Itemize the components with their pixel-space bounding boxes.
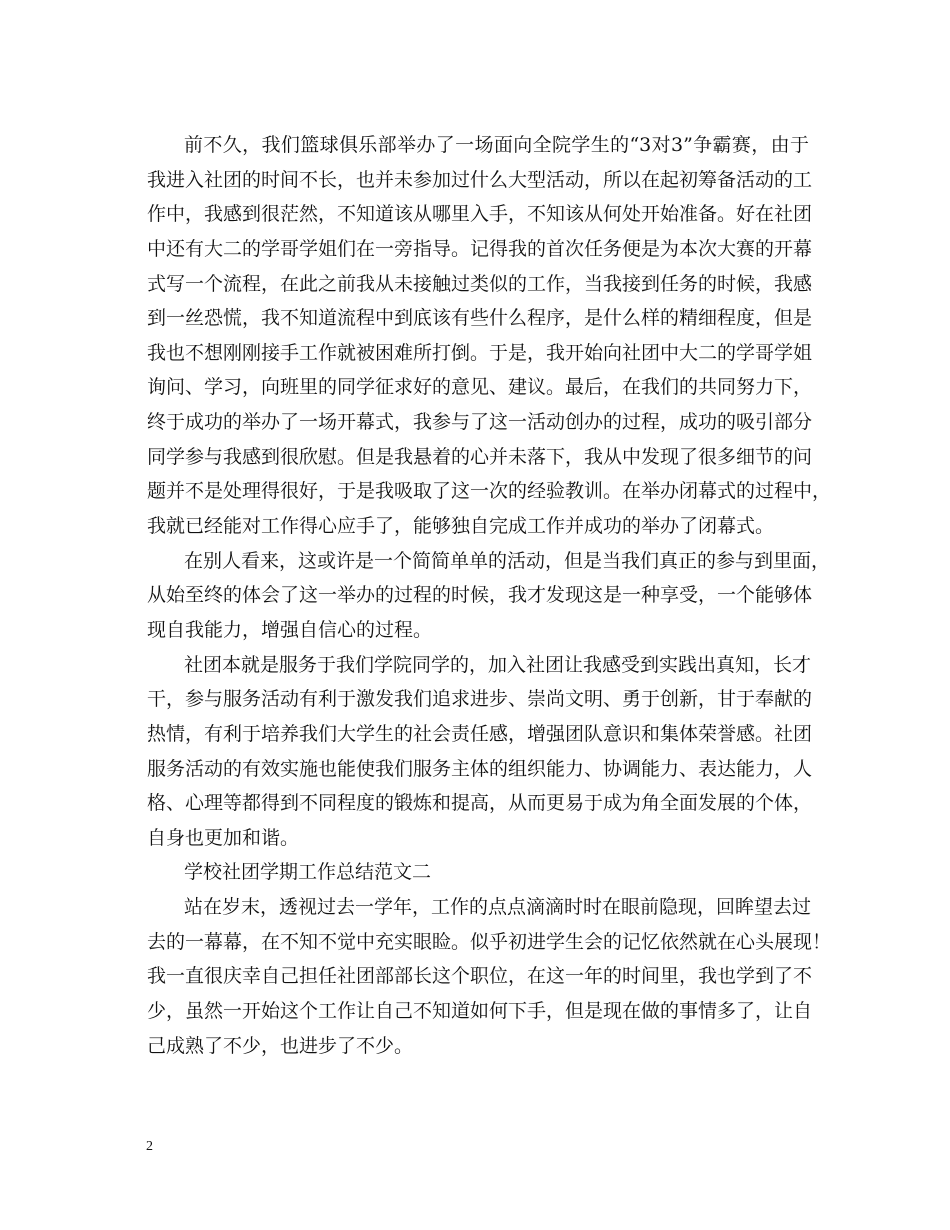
paragraph-line: 服务活动的有效实施也能使我们服务主体的组织能力、协调能力、表达能力，人 (147, 757, 813, 780)
section-heading: 学校社团学期工作总结范文二 (184, 861, 432, 884)
paragraph-line: 中还有大二的学哥学姐们在一旁指导。记得我的首次任务便是为本次大赛的开幕 (147, 237, 813, 260)
paragraph-line: 干，参与服务活动有利于激发我们追求进步、崇尚文明、勇于创新，甘于奉献的 (147, 688, 813, 711)
paragraph-line: 站在岁末，透视过去一学年，工作的点点滴滴时时在眼前隐现，回眸望去过 (184, 896, 812, 919)
paragraph-line: 在别人看来，这或许是一个简简单单的活动，但是当我们真正的参与到里面， (184, 549, 831, 572)
paragraph-line: 少，虽然一开始这个工作让自己不知道如何下手，但是现在做的事情多了，让自 (147, 1000, 813, 1023)
paragraph-line: 我一直很庆幸自己担任社团部部长这个职位，在这一年的时间里，我也学到了不 (147, 965, 813, 988)
page-number: 2 (146, 1139, 153, 1154)
paragraph-line: 题并不是处理得很好，于是我吸取了这一次的经验教训。在举办闭幕式的过程中， (147, 480, 832, 503)
paragraph-line: 我也不想刚刚接手工作就被困难所打倒。于是，我开始向社团中大二的学哥学姐 (147, 341, 813, 364)
paragraph-line: 作中，我感到很茫然，不知道该从哪里入手，不知该从何处开始准备。好在社团 (147, 203, 813, 226)
paragraph-line: 从始至终的体会了这一举办的过程的时候，我才发现这是一种享受，一个能够体 (147, 584, 813, 607)
paragraph-line: 现自我能力，增强自信心的过程。 (147, 618, 433, 641)
paragraph-line: 己成熟了不少，也进步了不少。 (147, 1034, 414, 1057)
paragraph-line: 格、心理等都得到不同程度的锻炼和提高，从而更易于成为角全面发展的个体， (147, 792, 813, 815)
paragraph-line: 到一丝恐慌，我不知道流程中到底该有些什么程序，是什么样的精细程度，但是 (147, 307, 813, 330)
paragraph-line: 前不久，我们篮球俱乐部举办了一场面向全院学生的“3对3”争霸赛，由于 (184, 134, 809, 156)
paragraph-line: 社团本就是服务于我们学院同学的，加入社团让我感受到实践出真知，长才 (184, 653, 812, 676)
paragraph-line: 去的一幕幕，在不知不觉中充实眼睑。似乎初进学生会的记忆依然就在心头展现！ (147, 930, 832, 953)
paragraph-line: 同学参与我感到很欣慰。但是我悬着的心并未落下，我从中发现了很多细节的问 (147, 445, 813, 468)
paragraph-line: 我进入社团的时间不长，也并未参加过什么大型活动，所以在起初筹备活动的工 (147, 168, 813, 191)
paragraph-line: 热情，有利于培养我们大学生的社会责任感，增强团队意识和集体荣誉感。社团 (147, 722, 813, 745)
paragraph-line: 我就已经能对工作得心应手了，能够独自完成工作并成功的举办了闭幕式。 (147, 515, 775, 538)
paragraph-line: 式写一个流程，在此之前我从未接触过类似的工作，当我接到任务的时候，我感 (147, 272, 813, 295)
paragraph-line: 自身也更加和谐。 (147, 826, 300, 849)
document-body (147, 128, 832, 1063)
paragraph-line: 询问、学习，向班里的同学征求好的意见、建议。最后，在我们的共同努力下， (147, 376, 813, 399)
paragraph-line: 终于成功的举办了一场开幕式，我参与了这一活动创办的过程，成功的吸引部分 (147, 411, 813, 434)
